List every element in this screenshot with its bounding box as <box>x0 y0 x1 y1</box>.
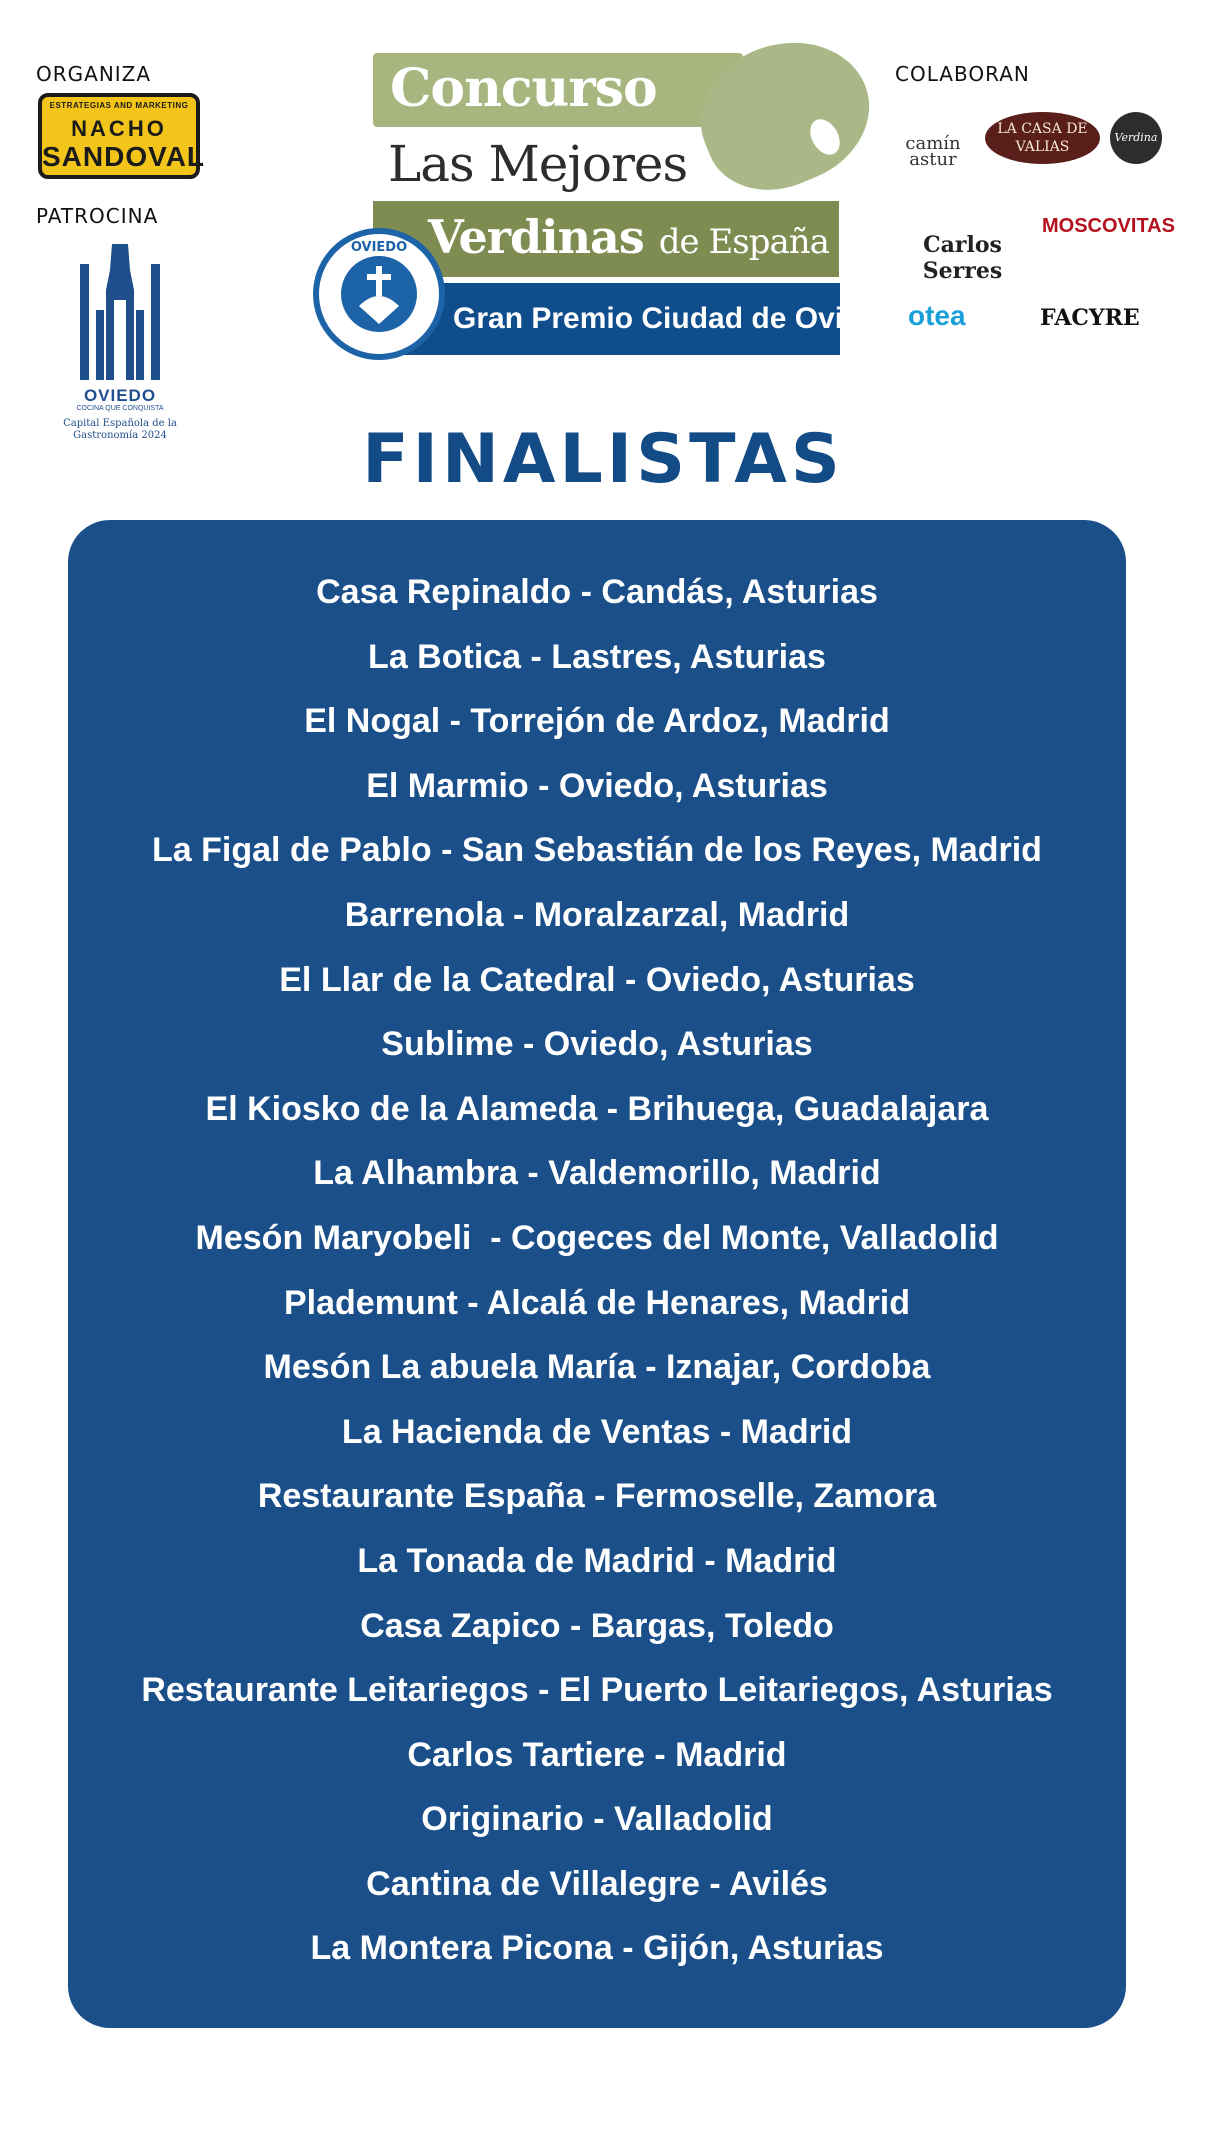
event-title-line2: Las Mejores <box>388 135 688 193</box>
organizer-logo-line1: NACHO <box>71 116 167 141</box>
event-title-de-espana: de España <box>658 222 829 262</box>
facyre-logo: FACYRE <box>1040 305 1140 331</box>
svg-text:OVIEDO: OVIEDO <box>350 240 408 255</box>
finalist-item: La Botica - Lastres, Asturias <box>368 637 826 676</box>
finalist-item: Casa Zapico - Bargas, Toledo <box>360 1606 834 1645</box>
finalist-item: Cantina de Villalegre - Avilés <box>366 1864 828 1903</box>
finalist-item: La Tonada de Madrid - Madrid <box>357 1541 837 1580</box>
moscovitas-logo: MOSCOVITAS <box>1042 215 1175 237</box>
event-title-line3 <box>428 210 829 264</box>
finalist-item: Restaurante Leitariegos - El Puerto Leitariegos, Asturias <box>141 1671 1053 1710</box>
oviedo-camino-seal <box>313 228 445 360</box>
verdina-bean-icon <box>680 17 890 210</box>
finalist-item: Carlos Tartiere - Madrid <box>407 1735 787 1774</box>
finalist-item: La Montera Picona - Gijón, Asturias <box>310 1929 884 1968</box>
sponsor-label: PATROCINA <box>36 204 159 228</box>
finalist-item: Barrenola - Moralzarzal, Madrid <box>344 895 850 934</box>
finalist-item: Restaurante España - Fermoselle, Zamora <box>257 1477 937 1516</box>
finalist-item: La Hacienda de Ventas - Madrid <box>341 1412 853 1451</box>
finalist-item: El Nogal - Torrejón de Ardoz, Madrid <box>304 702 890 741</box>
cathedral-icon <box>60 240 180 380</box>
finalist-item: La Figal de Pablo - San Sebastián de los Reyes, Madrid <box>152 831 1042 870</box>
event-title-verdinas: Verdinas <box>428 210 644 264</box>
finalists-list <box>68 560 1126 1981</box>
finalist-item: Sublime - Oviedo, Asturias <box>381 1025 813 1064</box>
sponsor-name: OVIEDO <box>83 386 157 405</box>
organizer-label: ORGANIZA <box>36 62 152 86</box>
nacho-sandoval-logo <box>38 93 206 179</box>
event-banner: Gran Premio Ciudad de Oviedo <box>453 302 897 335</box>
page-title: FINALISTAS <box>362 420 844 499</box>
sponsor-caption: Capital Española de la Gastronomía 2024 <box>63 418 177 441</box>
scallop-shell-icon <box>319 234 439 354</box>
sponsor-subtitle: COCINA QUE CONQUISTA <box>76 405 164 412</box>
finalist-item: Plademunt - Alcalá de Henares, Madrid <box>283 1283 911 1322</box>
verdina-logo: Verdina <box>1110 112 1162 164</box>
finalist-item: El Marmio - Oviedo, Asturias <box>366 766 828 805</box>
la-casa-de-valias-logo: LA CASA DE VALIAS <box>985 112 1100 164</box>
carlos-serres-logo: Carlos Serres <box>922 232 1003 284</box>
collaborators-label: COLABORAN <box>895 62 1030 86</box>
organizer-logo-line2: SANDOVAL <box>42 141 206 172</box>
finalist-item: Mesón Maryobeli - Cogeces del Monte, Valladolid <box>195 1218 999 1257</box>
finalists-panel <box>68 520 1126 2028</box>
oviedo-logo <box>60 240 180 450</box>
finalist-item: Originario - Valladolid <box>421 1800 773 1839</box>
finalist-item: El Llar de la Catedral - Oviedo, Asturias <box>279 960 915 999</box>
finalist-item: La Alhambra - Valdemorillo, Madrid <box>313 1154 881 1193</box>
finalist-item: Mesón La abuela María - Iznajar, Cordoba <box>263 1348 931 1387</box>
finalist-item: Casa Repinaldo - Candás, Asturias <box>316 573 878 611</box>
otea-logo: otea <box>908 300 966 331</box>
finalist-item: El Kiosko de la Alameda - Brihuega, Guadalajara <box>205 1089 989 1128</box>
organizer-logo-tagline: ESTRATEGIAS AND MARKETING <box>49 101 189 110</box>
camin-astur-logo: camín astur <box>905 133 961 170</box>
event-title-line1: Concurso <box>390 58 657 119</box>
